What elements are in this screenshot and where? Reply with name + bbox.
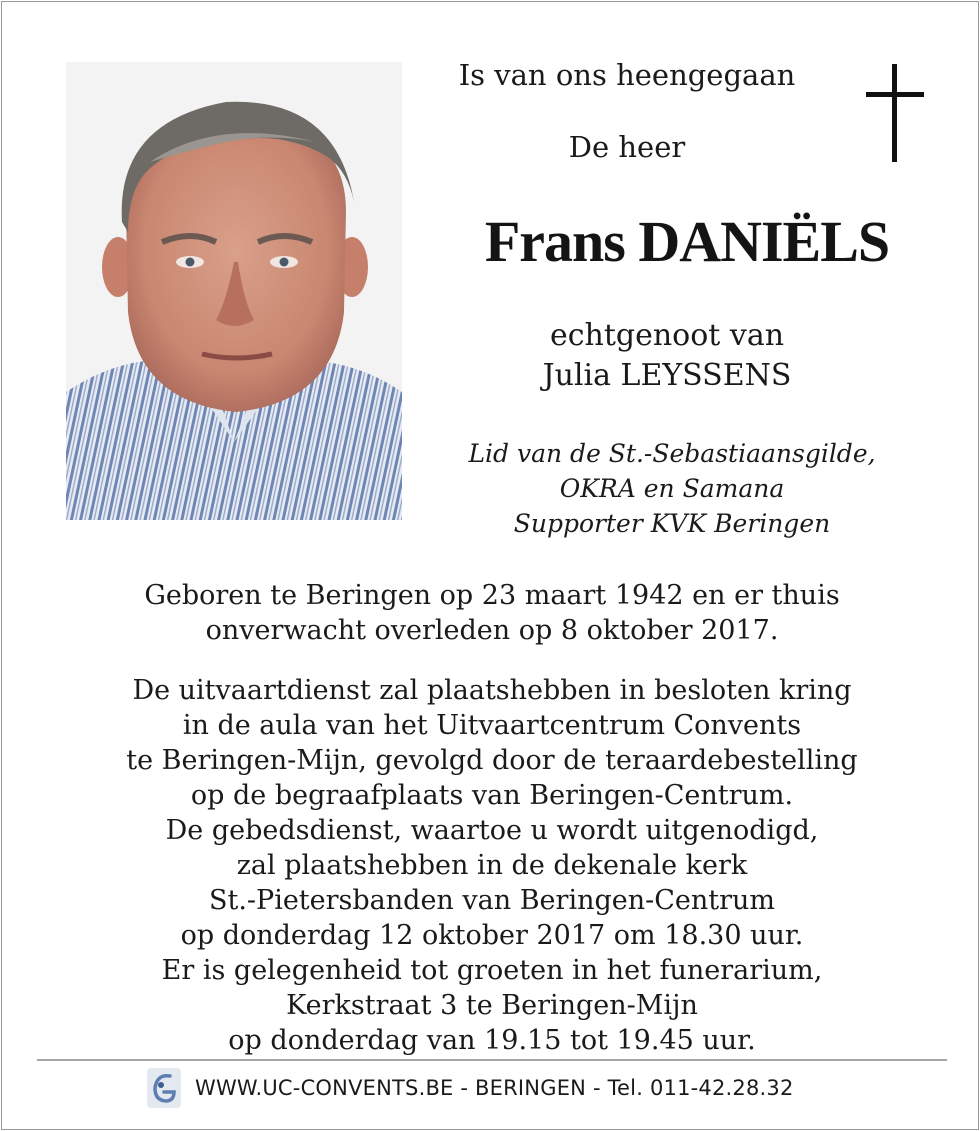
paragraph-line: op donderdag van 19.15 tot 19.45 uur. [228, 1025, 756, 1056]
paragraph-line: De gebedsdienst, waartoe u wordt uitgenodigd, [165, 815, 819, 846]
membership-line: OKRA en Samana [559, 474, 785, 503]
spouse-name: Julia LEYSSENS [542, 358, 792, 393]
paragraph-line: Geboren te Beringen op 23 maart 1942 en er thuis [144, 580, 840, 611]
spouse-relation: echtgenoot van [549, 318, 785, 353]
birth-death-paragraph [62, 578, 922, 648]
paragraph-line: St.-Pietersbanden van Beringen-Centrum [208, 885, 776, 916]
convents-logo-icon [147, 1068, 181, 1108]
portrait-photo [66, 62, 402, 520]
footer-divider [37, 1059, 947, 1061]
membership-line: Lid van de St.-Sebastiaansgilde, [468, 439, 876, 468]
paragraph-line: op de begraafplaats van Beringen-Centrum. [190, 780, 794, 811]
paragraph-line: De uitvaartdienst zal plaatshebben in besloten kring [132, 675, 852, 706]
cross-icon [866, 64, 924, 162]
paragraph-line: in de aula van het Uitvaartcentrum Convents [182, 710, 802, 741]
deceased-name: Frans DANIËLS [484, 209, 890, 274]
paragraph-line: te Beringen-Mijn, gevolgd door de teraardebestelling [126, 745, 858, 776]
intro-text: Is van ons heengegaan [458, 58, 796, 92]
death-notice-card [1, 1, 979, 1130]
paragraph-line: onverwacht overleden op 8 oktober 2017. [205, 615, 779, 646]
footer [147, 1066, 794, 1110]
paragraph-line: Er is gelegenheid tot groeten in het funerarium, [161, 955, 823, 986]
paragraph-line: zal plaatshebben in de dekenale kerk [236, 850, 748, 881]
funeral-service-paragraph [62, 673, 922, 1058]
paragraph-line: Kerkstraat 3 te Beringen-Mijn [286, 990, 698, 1021]
title-honorific: De heer [568, 130, 686, 164]
footer-contact: WWW.UC-CONVENTS.BE - BERINGEN - Tel. 011-42.28.32 [195, 1076, 794, 1100]
paragraph-line: op donderdag 12 oktober 2017 om 18.30 uur. [180, 920, 804, 951]
membership-line: Supporter KVK Beringen [513, 509, 831, 538]
